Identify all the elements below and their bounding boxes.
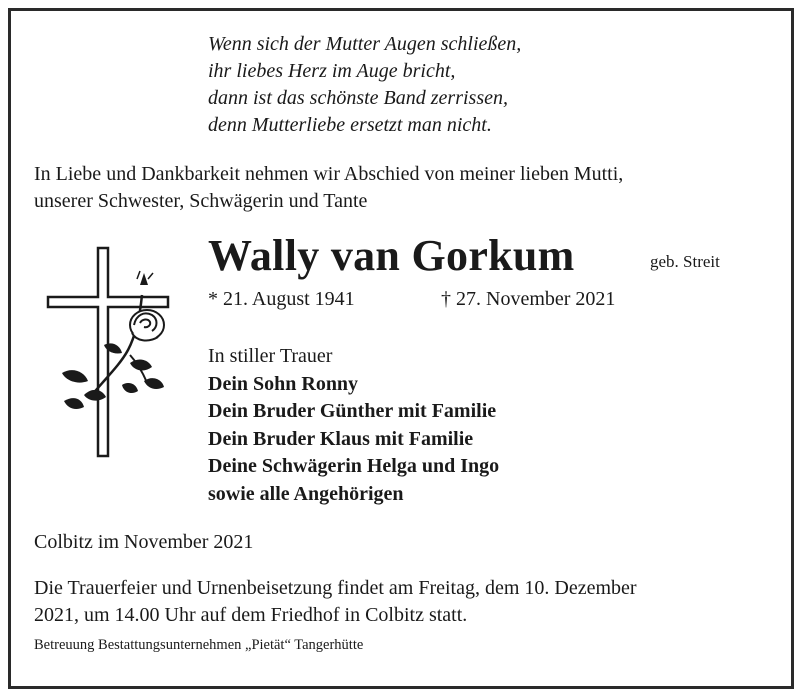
birth-date: * 21. August 1941 <box>208 288 355 310</box>
deceased-name: Wally van Gorkum <box>208 231 575 280</box>
poem <box>208 31 521 139</box>
poem-line: Wenn sich der Mutter Augen schließen, <box>208 33 522 55</box>
mourners-heading: In stiller Trauer <box>208 345 333 367</box>
mourner: sowie alle Angehörigen <box>208 482 404 505</box>
undertaker-note: Betreuung Bestattungsunternehmen „Pietät“ Tangerhütte <box>34 637 364 653</box>
mourner: Deine Schwägerin Helga und Ingo <box>208 455 500 477</box>
cross-with-rose-icon <box>44 245 174 460</box>
birth-name: geb. Streit <box>650 252 720 271</box>
mourner: Dein Bruder Klaus mit Familie <box>208 427 474 450</box>
intro-text <box>34 161 623 215</box>
funeral-line: Die Trauerfeier und Urnenbeisetzung findet am Freitag, dem 10. Dezember <box>34 577 637 599</box>
death-date: † 27. November 2021 <box>441 288 616 310</box>
mourner: Dein Sohn Ronny <box>208 372 359 395</box>
mourners-block <box>208 343 499 508</box>
poem-line: dann ist das schönste Band zerrissen, <box>208 87 508 109</box>
poem-line: denn Mutterliebe ersetzt man nicht. <box>208 114 492 136</box>
place-date: Colbitz im November 2021 <box>34 531 254 553</box>
intro-line: In Liebe und Dankbarkeit nehmen wir Abschied von meiner lieben Mutti, <box>34 163 624 185</box>
funeral-line: 2021, um 14.00 Uhr auf dem Friedhof in Colbitz statt. <box>34 604 468 626</box>
poem-line: ihr liebes Herz im Auge bricht, <box>208 60 456 82</box>
mourner: Dein Bruder Günther mit Familie <box>208 400 497 422</box>
funeral-info <box>34 575 637 629</box>
intro-line: unserer Schwester, Schwägerin und Tante <box>34 190 368 212</box>
